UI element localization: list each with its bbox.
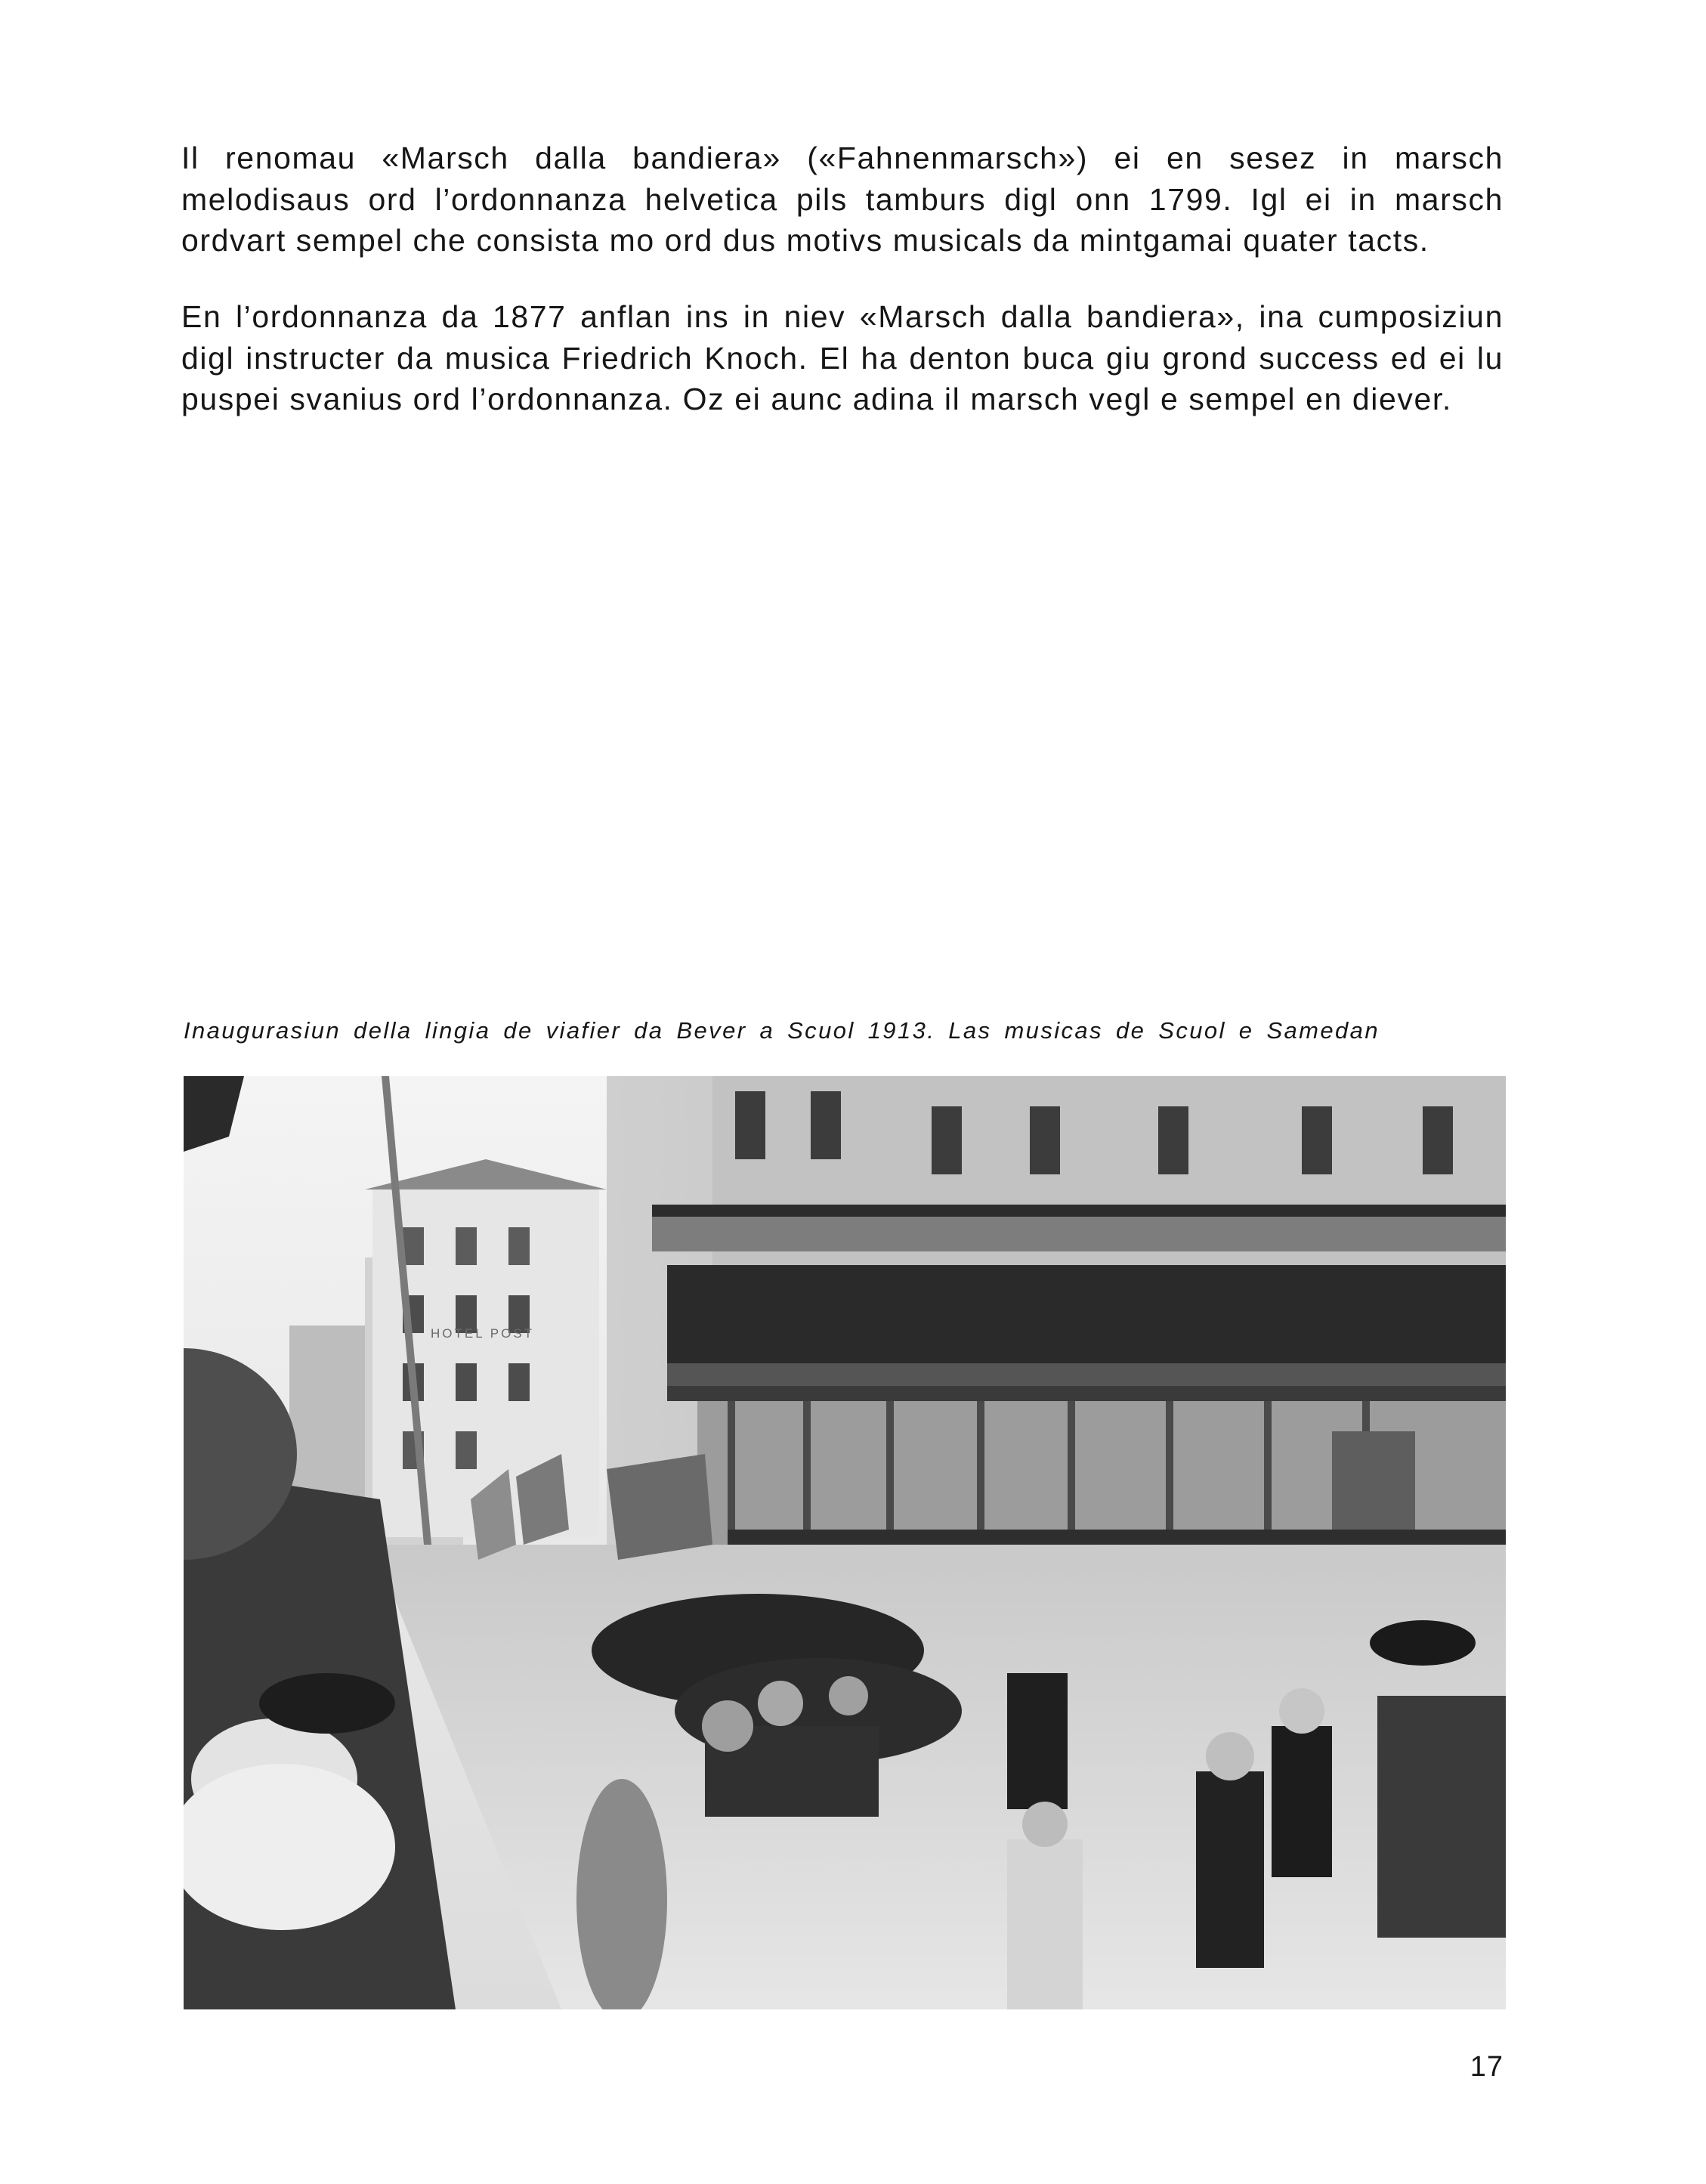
paragraph-ordonnanza-1877: En l’ordonnanza da 1877 anflan ins in niev «Marsch dalla bandiera», ina cumposiziun digl instructer da musica Friedrich Knoch. El ha denton buca giu grond success ed ei lu puspei svanius ord l’ordonnanza. Oz ei aunc adina il marsch vegl e sempel en diever. xyxy=(181,299,1504,416)
historic-photo-parade xyxy=(184,1076,1506,2009)
photo-illustration xyxy=(184,1076,1506,2009)
hotel-post-sign: HOTEL POST xyxy=(431,1326,535,1341)
paragraph-fahnenmarsch: Il renomau «Marsch dalla bandiera» («Fahnenmarsch») ei en sesez in marsch melodisaus ord l’ordonnanza helvetica pils tamburs digl onn 1799. Igl ei in marsch ordvart sempel che consista mo ord dus motivs musicals da mintgamai quater tacts. xyxy=(181,141,1504,258)
page-number: 17 xyxy=(1470,2051,1504,2083)
figure-caption: Inaugurasiun della lingia de viafier da Bever a Scuol 1913. Las musicas de Scuol e Samedan xyxy=(184,1017,1380,1044)
street xyxy=(372,1545,1506,2009)
